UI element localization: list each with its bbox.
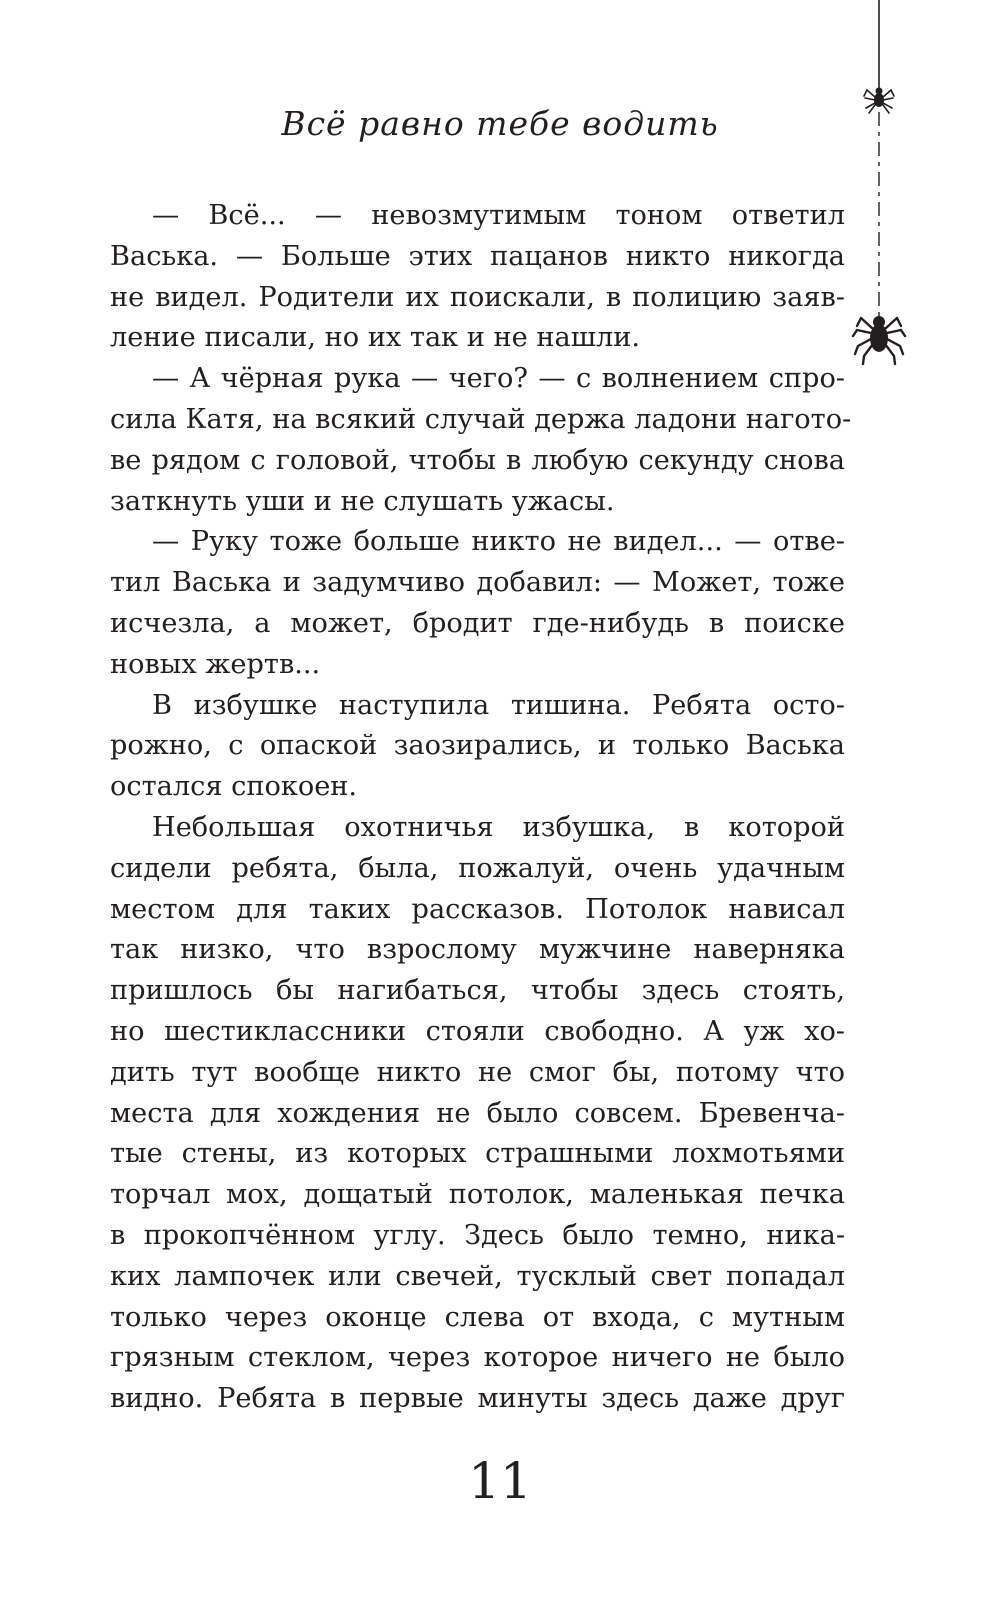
text-line: Васька. — Больше этих пацанов никто никогда [110, 240, 845, 272]
text-line: сидели ребята, была, пожалуй, очень удачным [110, 852, 845, 884]
text-line: остался спокоен. [110, 771, 358, 803]
text-line: дить тут вообще никто не смог бы, потому что [110, 1056, 845, 1088]
text-line: торчал мох, дощатый потолок, маленькая печка [110, 1179, 845, 1211]
text-line: — Всё... — невозмутимым тоном ответил [152, 200, 845, 231]
text-line: местом для таких рассказов. Потолок нависал [110, 893, 845, 925]
text-line: видно. Ребята в первые минуты здесь даже друг [110, 1383, 845, 1415]
text-line: ление писали, но их так и не нашли. [110, 322, 641, 354]
text-line: тые стены, из которых страшными лохмотьями [110, 1138, 845, 1170]
text-line: места для хождения не было совсем. Бревенча- [110, 1097, 845, 1129]
text-line: тил Васька и задумчиво добавил: — Может, тоже [110, 567, 845, 599]
page-number: 11 [468, 1452, 532, 1510]
spider-icon [853, 316, 905, 364]
text-line: в прокопчённом углу. Здесь было темно, ника- [110, 1219, 845, 1251]
text-line: но шестиклассники стояли свободно. А уж хо- [110, 1015, 845, 1047]
text-line: Небольшая охотничья избушка, в которой [152, 811, 845, 843]
text-line: грязным стеклом, через которое ничего не было [110, 1342, 845, 1374]
text-line: сила Катя, на всякий случай держа ладони нагото- [110, 403, 852, 435]
text-line: так низко, что взрослому мужчине наверняка [110, 934, 845, 966]
text-line: ве рядом с головой, чтобы в любую секунду снова [110, 444, 845, 476]
text-line: новых жертв... [110, 648, 321, 680]
text-line: не видел. Родители их поискали, в полицию заяв- [110, 281, 845, 313]
running-head: Всё равно тебе водить [281, 104, 719, 143]
text-line: ких лампочек или свечей, тусклый свет попадал [110, 1260, 845, 1292]
spider-decoration [850, 0, 950, 380]
text-line: рожно, с опаской заозирались, и только Васька [110, 730, 845, 762]
text-line: — А чёрная рука — чего? — с волнением спро- [152, 363, 845, 395]
text-line: только через оконце слева от входа, с мутным [110, 1301, 845, 1333]
text-line: — Руку тоже больше никто не видел... — отве- [152, 526, 845, 558]
text-line: В избушке наступила тишина. Ребята осто- [152, 689, 845, 721]
text-line: пришлось бы нагибаться, чтобы здесь стоять, [110, 975, 845, 1007]
body-text [110, 196, 852, 1420]
text-line: заткнуть уши и не слушать ужасы. [110, 485, 615, 517]
text-line: исчезла, а может, бродит где-нибудь в поиске [110, 607, 845, 639]
